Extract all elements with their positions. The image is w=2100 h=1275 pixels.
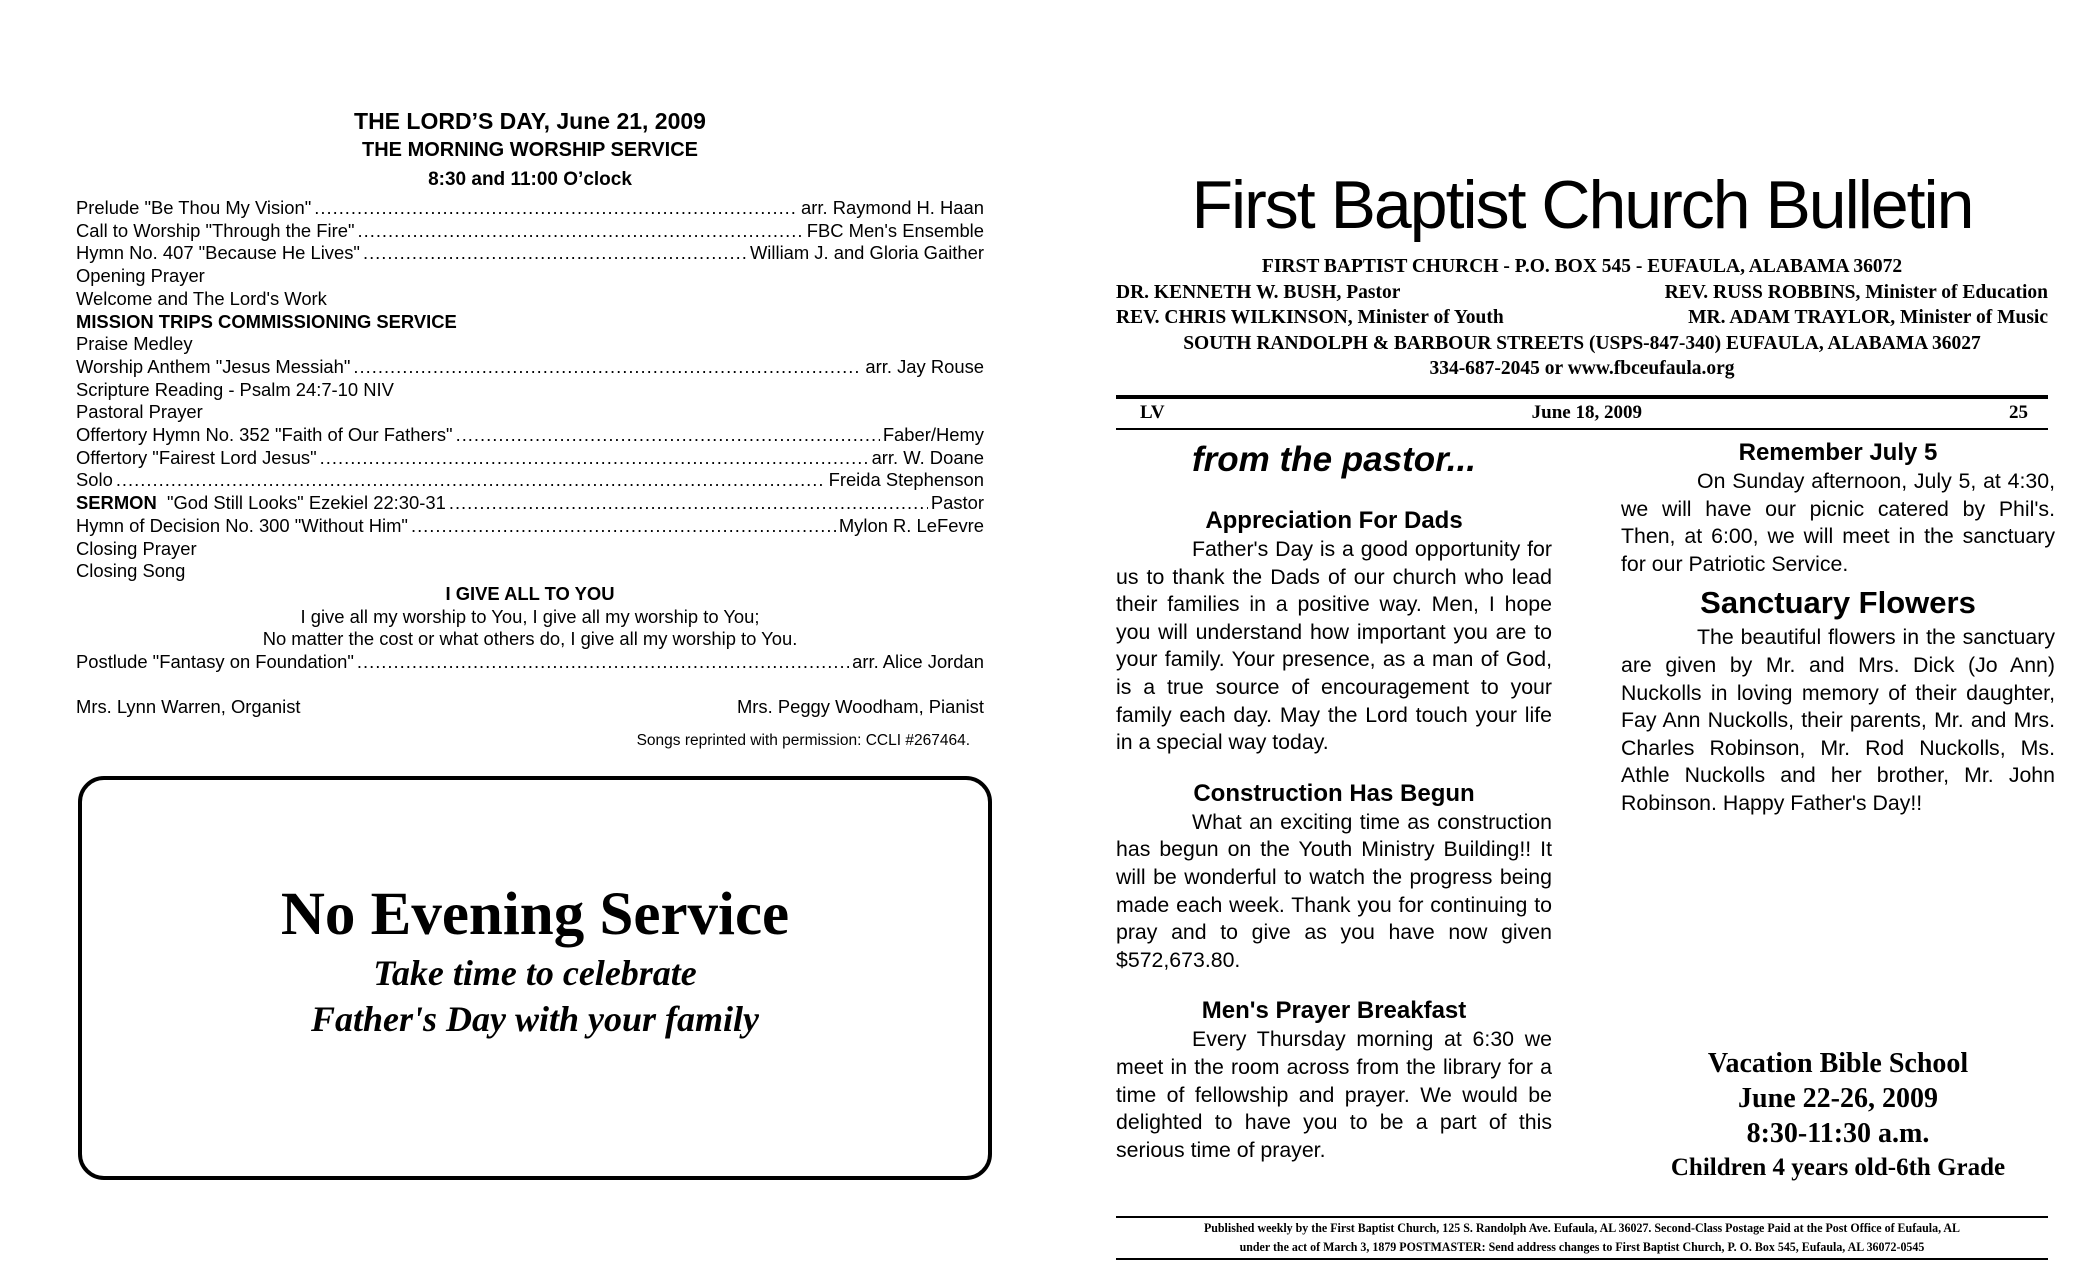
notice-heading: No Evening Service <box>280 881 790 948</box>
closing-song-line: I give all my worship to You, I give all my worship to You; <box>300 605 760 627</box>
divider <box>1116 1258 2048 1260</box>
closing-song-title: I GIVE ALL TO YOU <box>445 582 615 604</box>
article-body: What an exciting time as construction has begun on the Youth Ministry Building!! It will be wonderful to watch the progress being made each week. Thank you for continuing to pray and to give as you have now given $572,673.80. <box>1116 809 1552 972</box>
article-body: Every Thursday morning at 6:30 we meet in the room across from the library for a time of fellowship and prayer. We would be delighted to have you to be a part of this serious time of prayer. <box>1116 1027 1552 1162</box>
closing-song-line: No matter the cost or what others do, I give all my worship to You. <box>262 628 798 650</box>
order-item-sermon: SERMON "God Still Looks" Ezekiel 22:30-31 ..... Pastor <box>76 492 984 515</box>
church-address: FIRST BAPTIST CHURCH - P.O. BOX 545 - EUFAULA, ALABAMA 36072 <box>1261 256 1903 277</box>
issue-date: June 18, 2009 <box>1531 402 1642 423</box>
staff-row: DR. KENNETH W. BUSH, Pastor REV. RUSS ROBBINS, Minister of Education <box>1116 281 2048 303</box>
divider <box>1116 428 2048 430</box>
church-streets: SOUTH RANDOLPH & BARBOUR STREETS (USPS-847-340) EUFAULA, ALABAMA 36027 <box>1183 332 1981 354</box>
order-item: Closing Prayer <box>76 537 197 559</box>
article-title: Appreciation For Dads <box>1205 507 1463 534</box>
issue-number: 25 <box>2008 402 2028 423</box>
evening-service-notice <box>78 776 992 1180</box>
staff-row: REV. CHRIS WILKINSON, Minister of Youth MR. ADAM TRAYLOR, Minister of Music <box>1116 307 2048 328</box>
order-item: Pastoral Prayer <box>76 401 203 423</box>
divider <box>1116 395 2048 399</box>
article-title: Construction Has Begun <box>1193 779 1475 807</box>
church-info <box>1116 254 2048 382</box>
article-title: Men's Prayer Breakfast <box>1201 997 1467 1025</box>
notice-line: Take time to celebrate <box>373 953 697 993</box>
pastor-column <box>1116 436 1552 1164</box>
bulletin-masthead: First Baptist Church Bulletin <box>1191 167 1973 243</box>
order-item: Hymn No. 407 "Because He Lives" ..... William J. and Gloria Gaither <box>76 242 984 265</box>
service-times: 8:30 and 11:00 O’clock <box>428 169 632 190</box>
order-item: Offertory Hymn No. 352 "Faith of Our Fathers" ..... Faber/Hemy <box>76 424 984 447</box>
order-item: Closing Song <box>76 560 186 582</box>
remember-title: Remember July 5 <box>1738 439 1938 466</box>
remember-body: On Sunday afternoon, July 5, at 4:30, we will have our picnic catered by Phil's. Then, at 6:00, we will meet in the sanctuary for our Patriotic Service. <box>1621 469 2055 576</box>
volume: LV <box>1140 402 1165 423</box>
order-of-service <box>76 106 984 753</box>
order-item: Offertory "Fairest Lord Jesus" ..... arr. W. Doane <box>76 447 984 470</box>
footer-line: under the act of March 3, 1879 POSTMASTER: Send address changes to First Baptist Church, P. O. Box 545, Eufaula, AL 36072-0545 <box>1239 1239 1925 1254</box>
order-item: Hymn of Decision No. 300 "Without Him" ..... Mylon R. LeFevre <box>76 515 984 538</box>
organist: Mrs. Lynn Warren, Organist <box>76 695 301 717</box>
pianist: Mrs. Peggy Woodham, Pianist <box>736 695 984 717</box>
order-item: Solo ..... Freida Stephenson <box>76 469 984 492</box>
vbs-dates: June 22-26, 2009 <box>1738 1083 1938 1114</box>
service-title: THE LORD’S DAY, June 21, 2009 <box>354 108 706 134</box>
order-item: Scripture Reading - Psalm 24:7-10 NIV <box>76 378 394 400</box>
announcements-column <box>1621 438 2055 818</box>
publication-footer <box>1153 1218 2010 1256</box>
order-item: MISSION TRIPS COMMISSIONING SERVICE <box>76 310 457 332</box>
notice-line: Father's Day with your family <box>310 999 760 1039</box>
church-contact: 334-687-2045 or www.fbceufaula.org <box>1429 358 1735 379</box>
vbs-title: Vacation Bible School <box>1707 1048 1969 1079</box>
order-item: Worship Anthem "Jesus Messiah" ..... arr. Jay Rouse <box>76 356 984 379</box>
article-body: Father's Day is a good opportunity for us to thank the Dads of our church who lead their families in a positive way. Men, I hope you will understand how important you are to your family. Your presence, as a man of God, is a true source of encouragement to your family each day. May the Lord touch your life in a special way today. <box>1116 537 1552 755</box>
issue-line <box>1140 400 2028 426</box>
order-item: Opening Prayer <box>76 265 205 287</box>
order-item: Call to Worship "Through the Fire" ..... FBC Men's Ensemble <box>76 220 984 243</box>
flowers-title: Sanctuary Flowers <box>1700 585 1976 621</box>
order-list <box>76 197 984 753</box>
service-subtitle: THE MORNING WORSHIP SERVICE <box>362 139 698 161</box>
order-item: Welcome and The Lord's Work <box>76 287 327 309</box>
vbs-notice <box>1621 1046 2055 1185</box>
vbs-ages: Children 4 years old-6th Grade <box>1670 1154 2006 1181</box>
order-item: Praise Medley <box>76 333 193 355</box>
permission-note: Songs reprinted with permission: CCLI #267464. <box>636 732 970 750</box>
vbs-time: 8:30-11:30 a.m. <box>1746 1118 1930 1149</box>
flowers-body: The beautiful flowers in the sanctuary are given by Mr. and Mrs. Dick (Jo Ann) Nuckolls in loving memory of their daughter, Fay Ann Nuckolls, their parents, Mr. and Mrs. Charles Robinson, Mr. Rod Nuckolls, Ms. Athle Nuckolls and her brother, Mr. John Robinson. Happy Father's Day!! <box>1621 625 2055 815</box>
postlude: Postlude "Fantasy on Foundation" ..... arr. Alice Jordan <box>76 651 984 674</box>
order-item: Prelude "Be Thou My Vision" ..... arr. Raymond H. Haan <box>76 197 984 220</box>
musicians <box>76 696 984 719</box>
footer-line: Published weekly by the First Baptist Church, 125 S. Randolph Ave. Eufaula, AL 36027. Second-Class Postage Paid at the Post Office of Eufaula, AL <box>1203 1220 1961 1235</box>
pastor-heading: from the pastor... <box>1192 440 1476 479</box>
